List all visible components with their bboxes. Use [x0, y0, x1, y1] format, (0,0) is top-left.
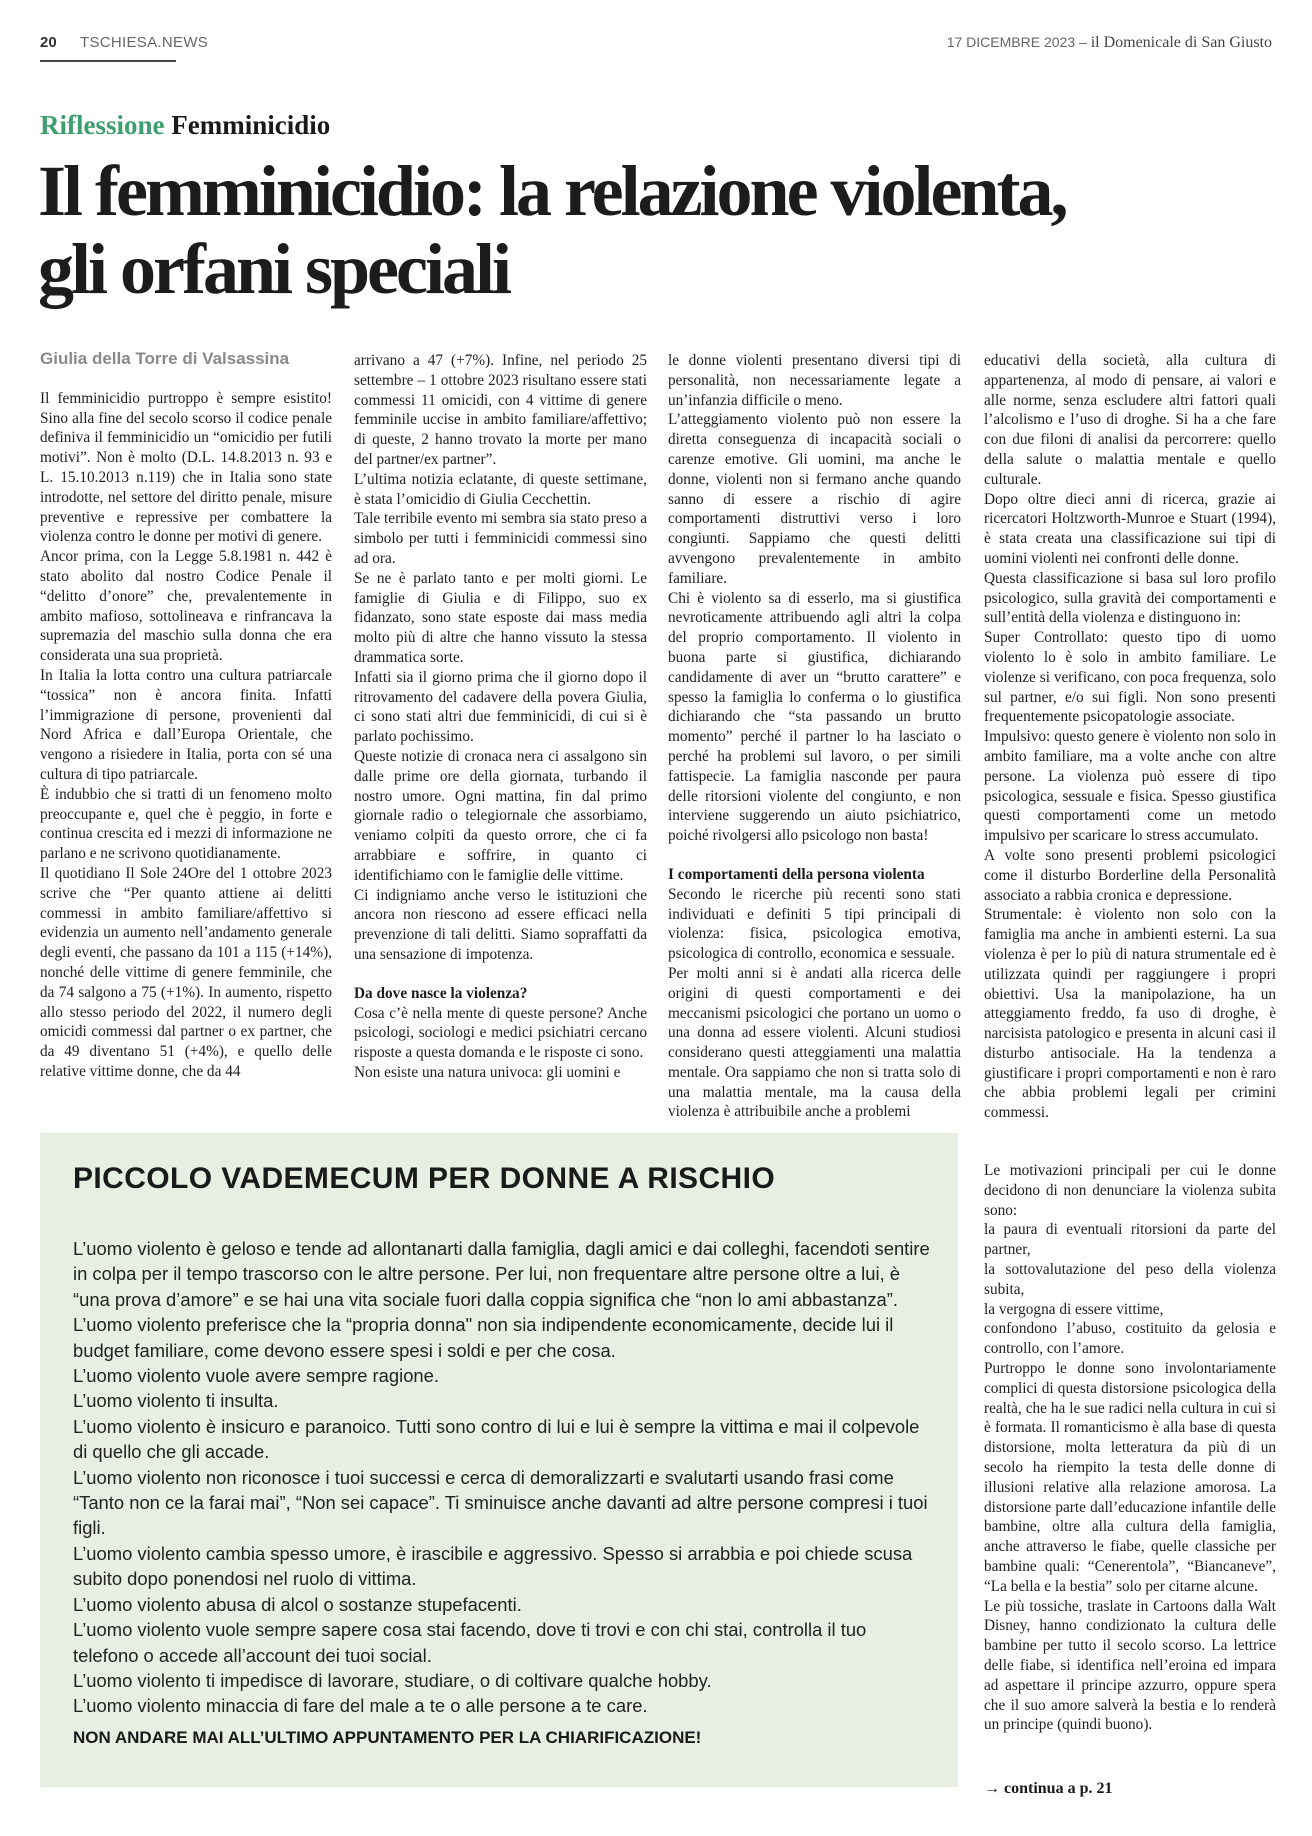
- paragraph: Le più tossiche, traslate in Cartoons dalla Walt Disney, hanno condizionato la cultura delle bambine per tutto il secolo scorso. La lettrice delle fiabe, si identifica nell’eroina ed impara ad aspettare il principe azzurro, oppure spera che il suo amore salverà la bestia e lo renderà un principe (quindi buono).: [984, 1597, 1276, 1734]
- paragraph: Infatti sia il giorno prima che il giorno dopo il ritrovamento del cadavere della povera Giulia, ci sono stati altri due femminicidi, di cui si è parlato pochissimo.: [354, 668, 647, 746]
- paragraph: arrivano a 47 (+7%). Infine, nel periodo 25 settembre – 1 ottobre 2023 risultano essere stati commessi 11 omicidi, con 4 vittime di genere femminile uccise in ambito familiare/affettivo; di queste, 2 hanno trovato la morte per mano del partner/ex partner”.: [354, 352, 647, 468]
- paragraph: Queste notizie di cronaca nera ci assalgono sin dalle prime ore della giornata, turbando il nostro umore. Ogni mattina, fin dal primo giornale radio o telegiornale che assorbiamo, veniamo colpiti da questo orrore, che ci fa arrabbiare e soffrire, in quanto ci identifichiamo con le famiglie delle vittime.: [354, 747, 647, 884]
- section-kicker: [40, 110, 330, 141]
- vademecum-title: PICCOLO VADEMECUM PER DONNE A RISCHIO: [73, 1162, 776, 1195]
- paragraph: Questa classificazione si basa sul loro profilo psicologico, sulla gravità dei comportamenti e sull’entità della violenza e distinguono in:: [984, 569, 1276, 627]
- paragraph: Ancor prima, con la Legge 5.8.1981 n. 442 è stato abolito dal nostro Codice Penale il “delitto d’onore” che, prevalentemente in ambito mafioso, sottolineava e rinfrancava la supremazia del maschio sulla donna che era considerata una sua proprietà.: [40, 548, 332, 665]
- paragraph: Impulsivo: questo genere è violento non solo in ambito familiare, ma a volte anche con altre persone. La violenza può essere di tipo psicologica, sessuale e fisica. Spesso giustifica questi comportamenti come un metodo impulsivo per scaricare lo stress accumulato.: [984, 728, 1276, 845]
- paragraph: A volte sono presenti problemi psicologici come il disturbo Borderline della Personalità associato a rabbia cronica e depressione.: [984, 846, 1276, 904]
- paragraph: È indubbio che si tratti di un fenomeno molto preoccupante e, quel che è peggio, in forte e continua crescita ed i mezzi di informazione ne parlano e ne scrivono quotidianamente.: [40, 785, 332, 863]
- vademecum-item: L’uomo violento è geloso e tende ad allontanarti dalla famiglia, dagli amici e dai colleghi, facendoti sentire in colpa per il tempo trascorso con le altre persone. Per lui, non frequentare altre persone oltre a lui, è “una prova d’amore” e se hai una vita sociale fuori dalla coppia significa che “non lo ami abbastanza”.: [73, 1238, 930, 1310]
- newspaper-name: il Domenicale di San Giusto: [1090, 34, 1272, 51]
- vademecum-item: L’uomo violento non riconosce i tuoi successi e cerca di demoralizzarti e svalutarti usando frasi come “Tanto non ce la farai mai”, “Non sei capace”. Ti sminuisce anche davanti ad altre persone compresi i tuoi figli.: [73, 1466, 928, 1539]
- byline: Giulia della Torre di Valsassina: [40, 349, 290, 368]
- vademecum-item: L’uomo violento cambia spesso umore, è irascibile e aggressivo. Spesso si arrabbia e poi chiede scusa subito dopo ponendosi nel ruolo di vittima.: [73, 1542, 913, 1590]
- paragraph: Cosa c’è nella mente di queste persone? Anche psicologi, sociologi e medici psichiatri cercano risposte a questa domanda e le risposte ci sono.: [354, 1004, 647, 1062]
- paragraph: L’atteggiamento violento può non essere la diretta conseguenza di incapacità sociali o carenze emotive. Gli uomini, ma anche le donne, violenti non si fermano anche quando sanno di essere a rischio di agire comportamenti distruttivi verso i loro congiunti. Sappiamo che questi delitti avvengono prevalentemente in ambito familiare.: [668, 411, 961, 587]
- vademecum-item: L’uomo violento vuole sempre sapere cosa stai facendo, dove ti trovi e con chi stai, controlla il tuo telefono o accede all’account dei tuoi social.: [73, 1619, 867, 1666]
- paragraph: la vergogna di essere vittime,: [984, 1300, 1164, 1318]
- subheading: I comportamenti della persona violenta: [668, 865, 925, 883]
- vademecum-item: L’uomo violento ti impedisce di lavorare, studiare, o di coltivare qualche hobby.: [73, 1669, 712, 1691]
- paragraph: Dopo oltre dieci anni di ricerca, grazie ai ricercatori Holtzworth-Munroe e Stuart (1994), è stata creata una classificazione sui tipi di uomini violenti nei confronti delle donne.: [984, 490, 1276, 567]
- kicker-category: Riflessione: [40, 110, 165, 140]
- article-column-4-continued: [984, 1161, 1276, 1735]
- article-column-1: [40, 349, 332, 1082]
- headline-line-2: gli orfani speciali: [38, 229, 509, 309]
- headline-line-1: Il femminicidio: la relazione violenta,: [38, 151, 1066, 231]
- vademecum-warning: NON ANDARE MAI ALL’ULTIMO APPUNTAMENTO PER LA CHIARIFICAZIONE!: [73, 1728, 702, 1747]
- vademecum-item: L’uomo violento minaccia di fare del male a te o alle persone a te care.: [73, 1695, 648, 1717]
- paragraph: Ci indigniamo anche verso le istituzioni che ancora non riescono ad essere efficaci nella prevenzione di tali delitti. Siamo sopraffatti da una sensazione di impotenza.: [354, 886, 647, 963]
- continue-link[interactable]: → continua a p. 21: [984, 1780, 1113, 1797]
- paragraph: Se ne è parlato tanto e per molti giorni. Le famiglie di Giulia e di Filippo, suo ex fidanzato, sono state esposte dai mass media molto più di altre che hanno vissuto la stessa drammatica sorte.: [354, 569, 647, 666]
- vademecum-box: [40, 1133, 958, 1787]
- page-number: 20: [40, 34, 57, 51]
- paragraph: L’ultima notizia eclatante, di queste settimane, è stata l’omicidio di Giulia Cecchettin.: [354, 470, 647, 508]
- vademecum-item: L’uomo violento preferisce che la “propria donna" non sia indipendente economicamente, decide lui il budget familiare, come devono essere spesi i soldi e per che cosa.: [73, 1314, 894, 1361]
- dateline: [947, 34, 1272, 52]
- subheading: Da dove nasce la violenza?: [354, 984, 528, 1002]
- paragraph: Non esiste una natura univoca: gli uomini e: [354, 1063, 621, 1081]
- paragraph: Chi è violento sa di esserlo, ma si giustifica nevroticamente attribuendo agli altri la colpa del proprio comportamento. Il violento in buona parte si giustifica, dichiarando candidamente di aver un “brutto carattere” e spesso la famiglia lo conferma o lo giustifica dichiarando che “sta passando un brutto momento” perché il partner lo ha lasciato o perché ha problemi sul lavoro, o per simili fattispecie. La famiglia nasconde per paura delle ritorsioni violente del congiunto, e non interviene suggerendo un aiuto psichiatrico, poiché rivolgersi allo psicologo non basta!: [668, 589, 961, 845]
- paragraph: Tale terribile evento mi sembra sia stato preso a simbolo per tutti i femminicidi commessi sino ad ora.: [354, 510, 647, 567]
- vademecum-item: L’uomo violento vuole avere sempre ragione.: [73, 1365, 439, 1387]
- vademecum-item: L’uomo violento è insicuro e paranoico. Tutti sono contro di lui e lui è sempre la vittima e mai il colpevole di quello che gli accade.: [73, 1415, 920, 1463]
- paragraph: la sottovalutazione del peso della violenza subita,: [984, 1260, 1276, 1298]
- article-column-3: [668, 351, 961, 1122]
- vademecum-item: L’uomo violento ti insulta.: [73, 1390, 279, 1412]
- article-column-2: [354, 351, 647, 1083]
- paragraph: educativi della società, alla cultura di appartenenza, al modo di pensare, ai valori e alle norme, senza escludere altri fattori quali l’alcolismo e l’uso di droghe. Si ha a che fare con due filoni di analisi da percorrere: quello della salute o malattia mentale e quello culturale.: [984, 352, 1276, 488]
- paragraph: Il femminicidio purtroppo è sempre esistito! Sino alla fine del secolo scorso il codice penale definiva il femminicidio un “omicidio per futili motivi”. Non è molto (D.L. 14.8.2013 n. 93 e L. 15.10.2013 n.119) che in Italia sono state introdotte, nel settore del diritto penale, misure preventive e repressive per combattere la violenza contro le donne per motivi di genere.: [40, 389, 332, 546]
- paragraph: la paura di eventuali ritorsioni da parte del partner,: [984, 1221, 1276, 1259]
- kicker-topic: Femminicidio: [171, 110, 331, 140]
- paragraph: Strumentale: è violento non solo con la famiglia ma anche in ambienti esterni. La sua violenza è per lo più di natura strumentale ed è utilizzata quindi per raggiungere i propri obiettivi. Usa la manipolazione, ha un atteggiamento freddo, fa uso di droghe, è narcisista patologico e presenta in alcuni casi il disturbo antisociale. Ha la tendenza a giustificare i propri comportamenti e non è raro che abbia problemi legali per crimini commessi.: [984, 906, 1276, 1122]
- header-rule: [40, 60, 176, 62]
- page-header: [40, 34, 1272, 56]
- site-name[interactable]: TSCHIESA.NEWS: [80, 34, 209, 51]
- paragraph: Super Controllato: questo tipo di uomo violento lo è solo in ambito familiare. Le violenze si verificano, con poca frequenza, solo sul partner, e/o sui figli. Non sono presenti frequentemente psicopatologie associate.: [984, 629, 1276, 726]
- paragraph: Le motivazioni principali per cui le donne decidono di non denunciare la violenza subita sono:: [984, 1162, 1276, 1219]
- paragraph: confondono l’abuso, costituito da gelosia e controllo, con l’amore.: [984, 1320, 1276, 1358]
- issue-date: 17 DICEMBRE 2023 –: [946, 34, 1091, 50]
- paragraph: In Italia la lotta contro una cultura patriarcale “tossica” non è ancora finita. Infatti l’immigrazione di persone, provenienti dal Nord Africa e dall’Europa Orientale, che vengono a risiedere in Italia, porta con sé una cultura di tipo patriarcale.: [40, 666, 332, 783]
- paragraph: Per molti anni si è andati alla ricerca delle origini di questi comportamenti e dei meccanismi psicologici che portano un uomo o una donna ad essere violenti. Alcuni studiosi considerano questi atteggiamenti una malattia mentale. Ora sappiamo che non si tratta solo di una malattia mentale, ma la causa della violenza è attribuibile anche a problemi: [668, 964, 961, 1121]
- vademecum-list: [73, 1236, 933, 1719]
- vademecum-item: L’uomo violento abusa di alcol o sostanze stupefacenti.: [73, 1593, 522, 1615]
- headline: [38, 152, 1288, 308]
- paragraph: Il quotidiano Il Sole 24Ore del 1 ottobre 2023 scrive che “Per quanto attiene ai delitti commessi in ambito familiare/affettivo si evidenzia un aumento nell’andamento generale degli eventi, che passano da 101 a 115 (+14%), nonché delle vittime di genere femminile, che da 74 salgono a 75 (+1%). In aumento, rispetto allo stesso periodo del 2022, il numero degli omicidi commessi dal partner o ex partner, che da 49 diventano 51 (+4%), e quello delle relative vittime donne, che da 44: [40, 864, 332, 1080]
- article-column-4: [984, 351, 1276, 1123]
- paragraph: Purtroppo le donne sono involontariamente complici di questa distorsione psicologica della realtà, che ha le sue radici nella cultura in cui si è formata. Il romanticismo è alla base di questa distorsione, molta letteratura da più di un secolo ha riempito la testa delle donne di illusioni relative alla relazione amorosa. La distorsione parte dall’educazione infantile delle bambine, oltre alla cultura della famiglia, anche attraverso le fiabe, quelle classiche per bambine quali: “Cenerentola”, “Biancaneve”, “La bella e la bestia” solo per citarne alcune.: [984, 1359, 1276, 1595]
- paragraph: le donne violenti presentano diversi tipi di personalità, non necessariamente legate a un’infanzia difficile o meno.: [668, 352, 961, 409]
- paragraph: Secondo le ricerche più recenti sono stati individuati e definiti 5 tipi principali di violenza: fisica, psicologica emotiva, psicologica di controllo, economica e sessuale.: [668, 885, 961, 963]
